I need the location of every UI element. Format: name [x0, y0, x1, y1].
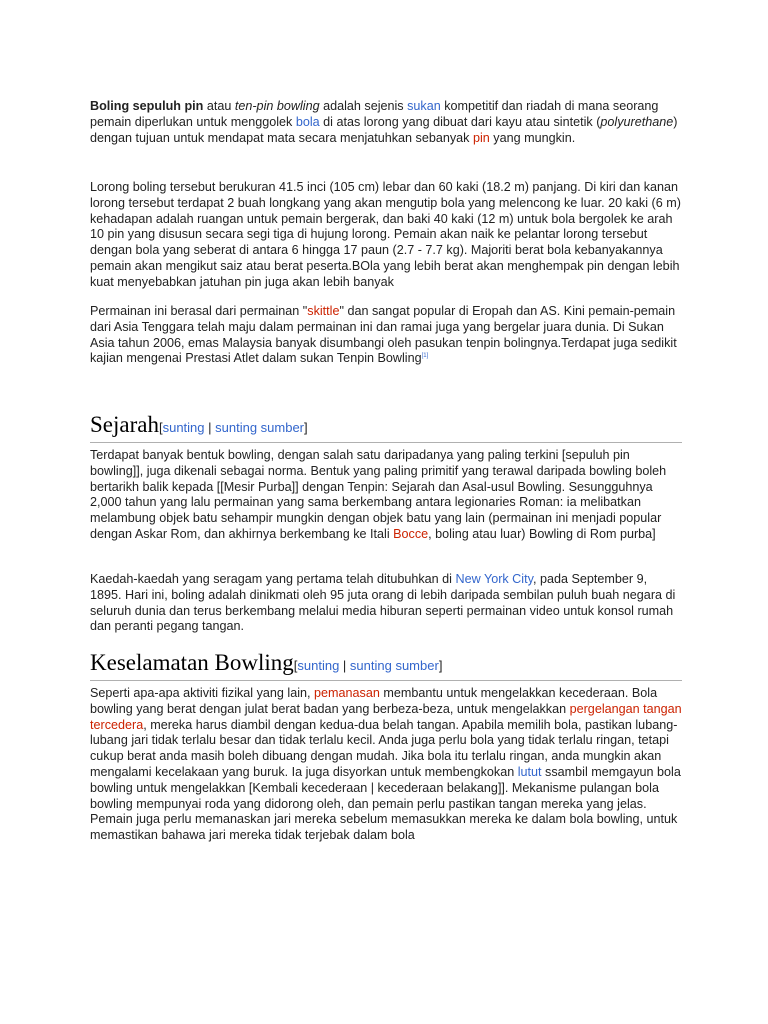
section-heading-keselamatan: Keselamatan Bowling[sunting | sunting sumber] — [90, 650, 682, 681]
reference-link[interactable]: [1] — [421, 353, 429, 360]
edit-links: [sunting | sunting sumber] — [293, 658, 443, 673]
intro-paragraph-2: Lorong boling tersebut berukuran 41.5 inci (105 cm) lebar dan 60 kaki (18.2 m) panjang. Di kiri dan kanan lorong tersebut terdapat 2 buah longkang yang akan mengutip bola yang melencong ke luar. 20 kaki (6 m) kehadapan adalah ruangan untuk pemain bergerak, dan baki 40 kaki (12 m) untuk bola bergolek ke arah 10 pin yang disusun secara segi tiga di hujung lorong. Pemain akan naik ke pelantar lorong tersebut dengan bola yang seberat di antara 6 hingga 17 paun (2.7 - 7.7 kg). Majoriti berat bola kebanyakannya pemain akan mengikut saiz atau berat peserta.BOla yang lebih berat akan menghempak pin dengan lebih kuat menyebabkan jatuhan pin juga akan lebih banyak — [90, 180, 681, 289]
link-sukan[interactable]: sukan — [407, 99, 441, 113]
intro-paragraph-3: Permainan ini berasal dari permainan "skittle" dan sangat popular di Eropah dan AS. Kini pemain-pemain dari Asia Tenggara telah maju dalam permainan ini dan ramai juga yang bergelar juara dunia. Di Sukan Asia tahun 2006, emas Malaysia banyak disumbangi oleh pasukan tenpin bolingnya.Terdapat juga sedikit kajian mengenai Prestasi Atlet dalam sukan Tenpin Bowling[1] — [90, 304, 677, 366]
link-new-york-city[interactable]: New York City — [455, 572, 533, 586]
link-pemanasan[interactable]: pemanasan — [314, 686, 380, 700]
edit-links: [sunting | sunting sumber] — [158, 420, 308, 435]
alt-term: ten-pin bowling — [234, 99, 320, 113]
link-pergelangan-tangan[interactable]: pergelangan tangan tercedera — [90, 701, 682, 732]
edit-link-sunting[interactable]: sunting — [162, 420, 205, 435]
link-pin[interactable]: pin — [472, 130, 490, 145]
sejarah-paragraph-2: Kaedah-kaedah yang seragam yang pertama telah ditubuhkan di New York City, pada September 9, 1895. Hari ini, boling adalah dinikmati oleh 95 juta orang di lebih daripada sembilan puluh buah negara di seluruh dunia dan terus berkembang melalui media hiburan seperti permainan video untuk konsol rumah dan peranti pegang tangan. — [90, 572, 676, 634]
sejarah-paragraph-1: Terdapat banyak bentuk bowling, dengan salah satu daripadanya yang paling terkini [sepuluh pin bowling]], juga dikenali sebagai norma. Bentuk yang paling primitif yang terawal daripada bowling boleh bertarikh balik kepada [[Mesir Purba]] dengan Tenpin: Sejarah dan Asal-usul Bowling. Sesungguhnya 2,000 tahun yang lalu permainan yang sama berkembang antara legionaries Roman: ia melibatkan melambung objek batu sehampir mungkin dengan objek batu yang lain (permainan ini menjadi popular dengan Askar Rom, dan akhirnya berkembang ke Itali Bocce, boling atau luar) Bowling di Rom purba] — [90, 448, 667, 541]
keselamatan-paragraph-1: Seperti apa-apa aktiviti fizikal yang lain, pemanasan membantu untuk mengelakkan kecederaan. Bola bowling yang berat dengan julat berat badan yang berbeza-beza, untuk mengelakkan pergelangan tangan tercedera, mereka harus diambil dengan kedua-dua belah tangan. Apabila memilih bola, pastikan lubang-lubang jari tidak terlalu besar dan tidak terlalu kecil. Anda juga perlu bola yang tidak terlalu ringan, tetapi cukup berat anda masih boleh dibuang dengan mudah. Jika bola itu terlalu ringan, anda mungkin akan mengalami kecelakaan yang buruk. Ia juga disyorkan untuk membengkokan lutut ssambil memgayun bola bowling untuk mengelakkan [Kembali kecederaan | kecederaan belakang]]. Mekanisme pulangan bola bowling mempunyai roda yang didorong oleh, dan pemain perlu pastikan tangan mereka yang jelas. Pemain juga perlu memanaskan jari mereka sebelum memasukkan mereka ke dalam bola bowling, untuk memastikan bahawa jari mereka tidak terjebak dalam bola — [90, 686, 682, 843]
link-skittle[interactable]: skittle — [307, 304, 340, 318]
link-bocce[interactable]: Bocce — [393, 526, 429, 541]
edit-link-sunting-sumber[interactable]: sunting sumber — [215, 420, 305, 435]
material-term: polyurethane — [600, 114, 674, 129]
section-heading-sejarah: Sejarah[sunting | sunting sumber] — [90, 412, 682, 443]
intro-section — [90, 99, 682, 146]
intro-paragraph-1: Boling sepuluh pin atau ten-pin bowling adalah sejenis sukan kompetitif dan riadah di mana seorang pemain diperlukan untuk menggolek bola di atas lorong yang dibuat dari kayu atau sintetik (polyurethane) dengan tujuan untuk mendapat mata secara menjatuhkan sebanyak pin yang mungkin. — [90, 99, 678, 145]
article-term: Boling sepuluh pin — [90, 99, 204, 113]
edit-link-sunting-sumber[interactable]: sunting sumber — [349, 658, 439, 673]
link-lutut[interactable]: lutut — [517, 764, 542, 779]
link-bola[interactable]: bola — [295, 114, 320, 129]
edit-link-sunting[interactable]: sunting — [297, 658, 340, 673]
